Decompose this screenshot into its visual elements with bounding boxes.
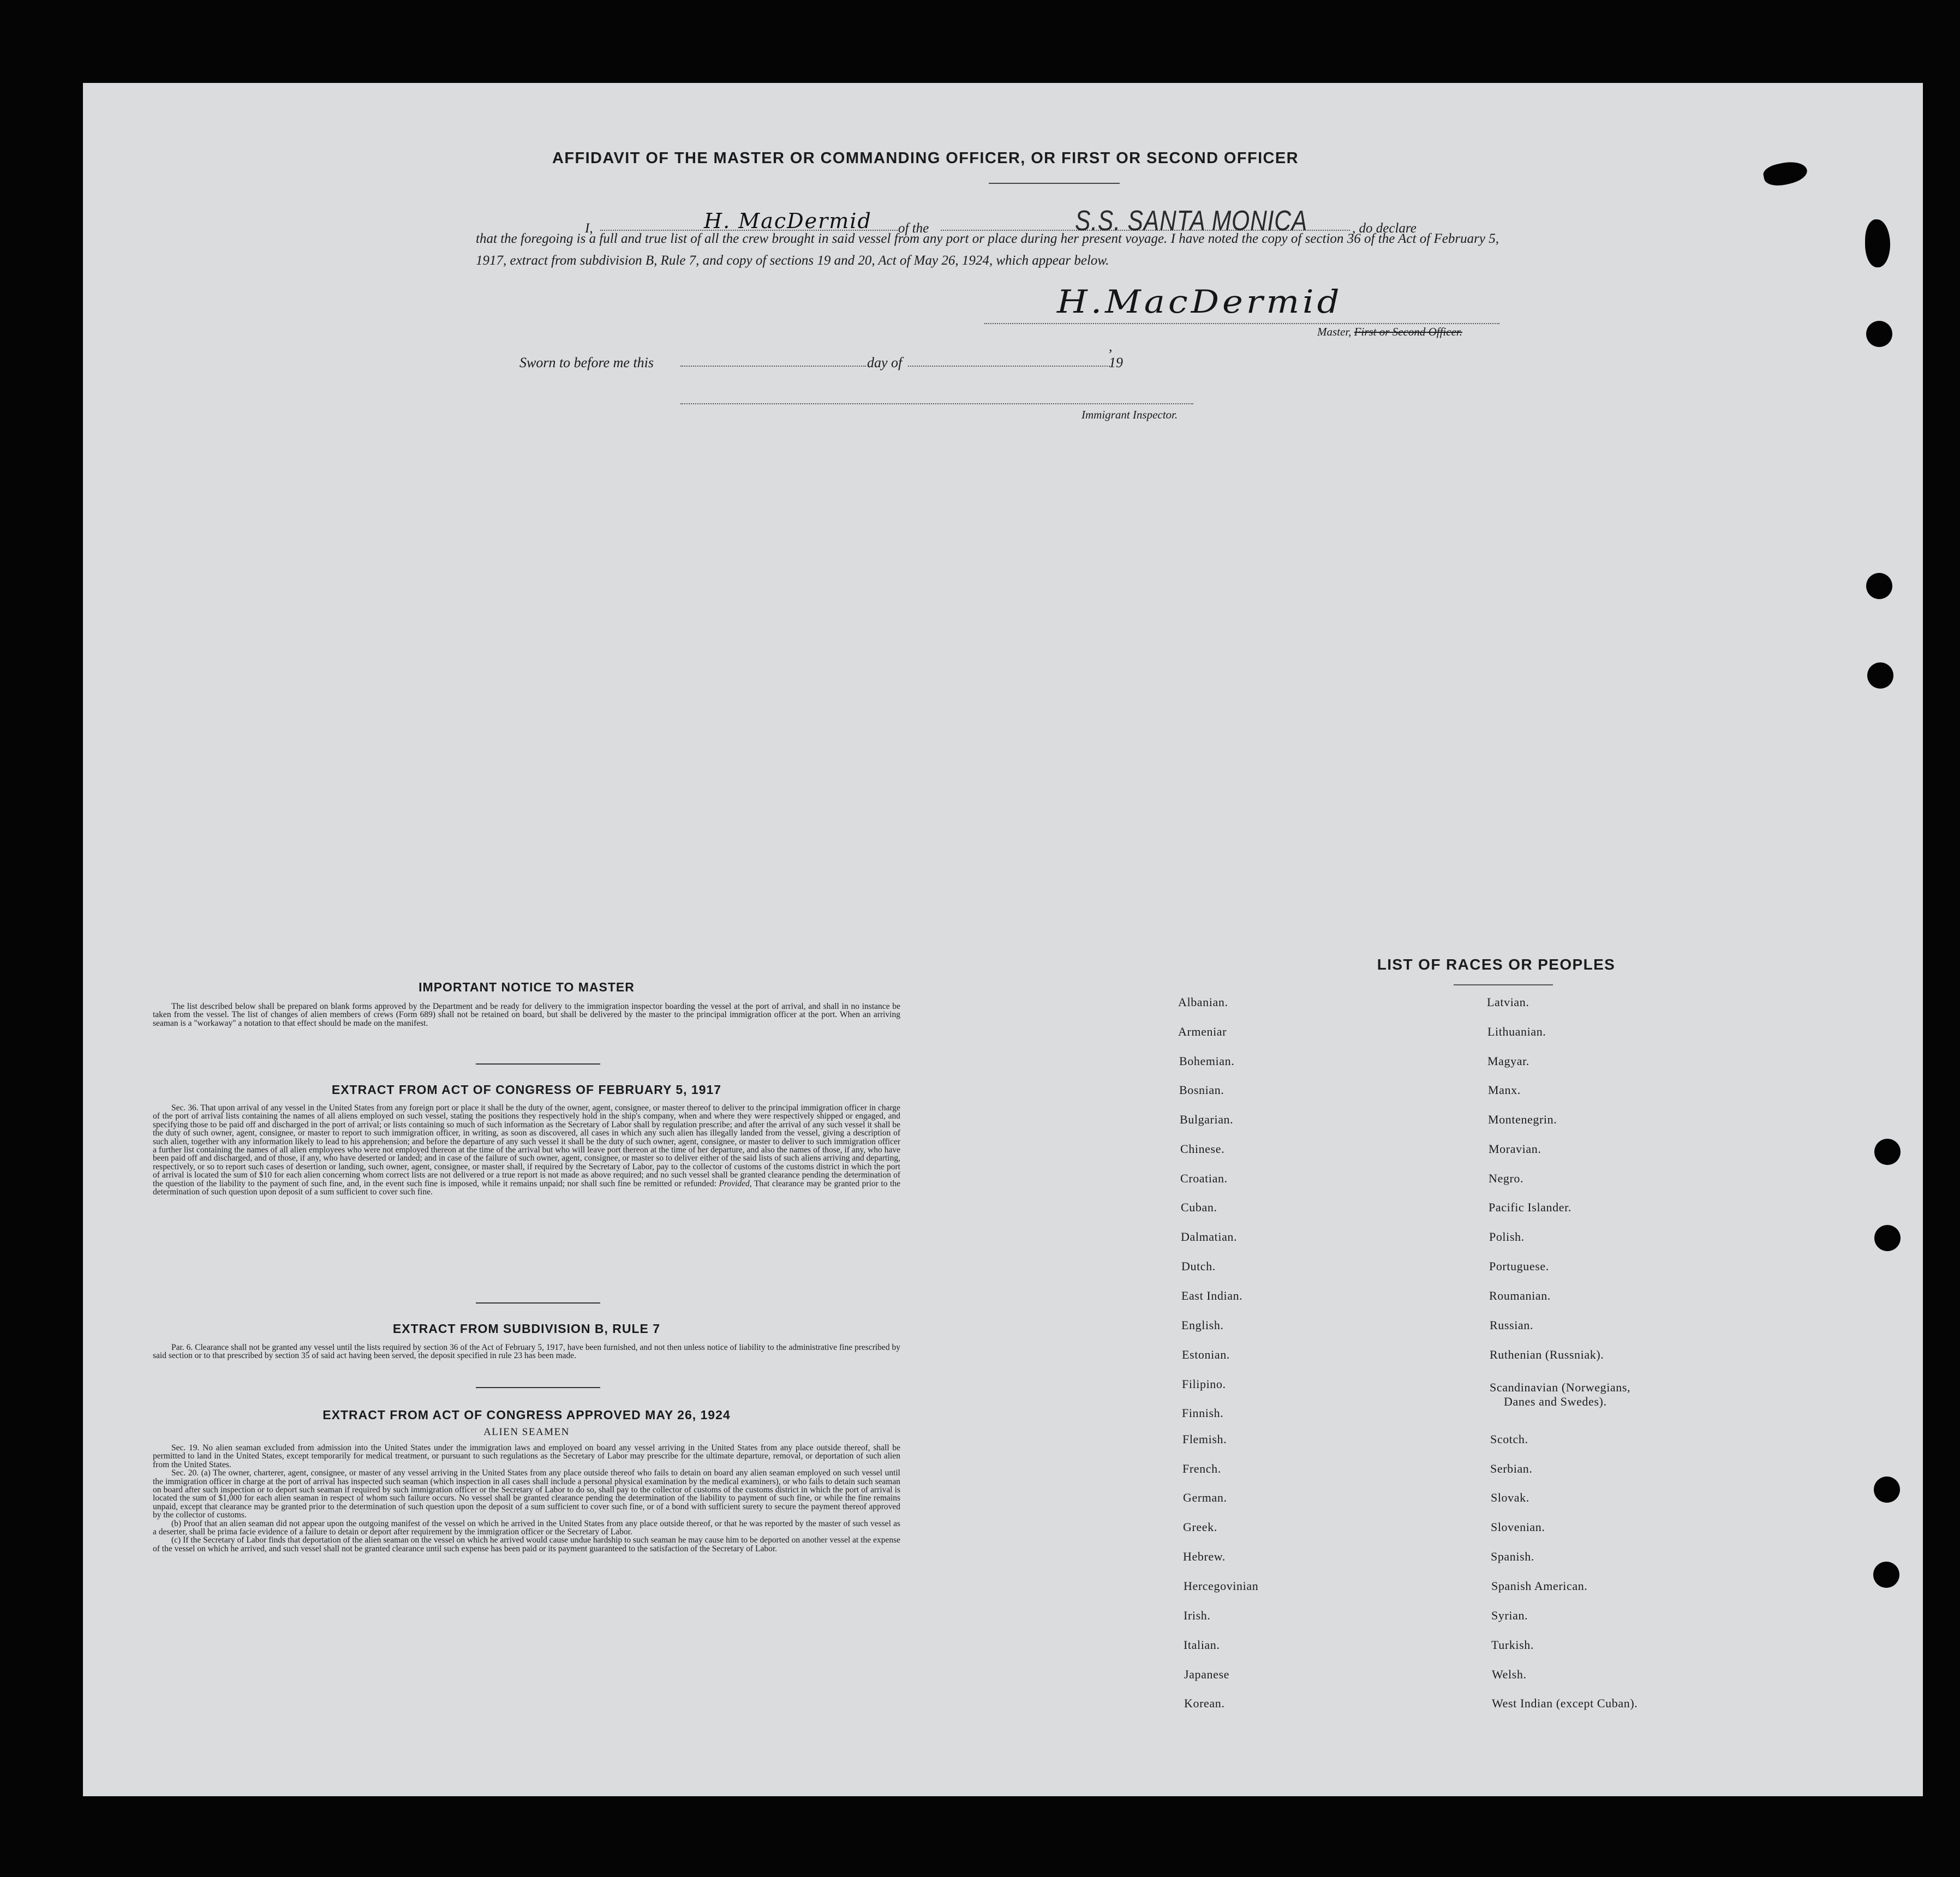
race-item: Bosnian. <box>1179 1083 1224 1097</box>
race-item: Dutch. <box>1181 1259 1216 1273</box>
race-item: Pacific Islander. <box>1489 1200 1571 1214</box>
race-item: Estonian. <box>1182 1348 1230 1361</box>
handwritten-name: H. MacDermid <box>704 209 872 233</box>
race-item: Hebrew. <box>1183 1550 1226 1563</box>
race-item: Turkish. <box>1491 1638 1534 1652</box>
inspector-caption: Immigrant Inspector. <box>1081 408 1178 421</box>
ink-blot <box>1865 219 1890 267</box>
alien-seamen-subtitle: ALIEN SEAMEN <box>483 1426 570 1438</box>
race-item: Slovak. <box>1491 1491 1529 1504</box>
race-item: Hercegovinian <box>1184 1579 1259 1593</box>
race-item: Bohemian. <box>1179 1054 1235 1068</box>
provided-word: Provided, <box>719 1179 752 1188</box>
sec-20b-paragraph: (b) Proof that an alien seaman did not appear upon the outgoing manifest of the vessel on which he arrived in the United States from any place outside thereof, or that he was reported by the master of such vessel as a deserter, shall be prima facie evidence of a failure to detain or deport after requirement by the immigration officer or the Secretary of Labor. <box>153 1519 900 1537</box>
races-rule <box>1454 984 1553 985</box>
race-item: Welsh. <box>1492 1667 1527 1681</box>
ink-blot <box>1762 158 1809 189</box>
race-item: Scandinavian (Norwegians, <box>1490 1380 1631 1394</box>
struck-officer-text: First or Second Officer. <box>1354 325 1462 338</box>
race-item: Flemish. <box>1182 1432 1227 1446</box>
race-item: Irish. <box>1184 1609 1211 1622</box>
sec-20a-paragraph: Sec. 20. (a) The owner, charterer, agent, consignee, or master of any vessel arriving in the United States from any place outside thereof who fails to detain on board any alien seaman employed on such vessel until the immigration officer in charge at the port of arrival has inspected such seaman (which inspection in all cases shall include a personal physical examination by the medical examiners), or who fails to detain such seaman on board after such inspection or to deport such seaman if required by such immigration officer or the Secretary of Labor to do so, shall pay to the collector of customs of the customs district in which the port of arrival is located the sum of $1,000 for each alien seaman in respect of whom such failure occurs. No vessel shall be granted clearance pending the determination of the liability to payment of such fine, or while the fine remains unpaid, except that clearance may be granted prior to the determination of such question upon the deposit of a sum sufficient to cover such fine, or of a bond with sufficient surety to secure the payment thereof approved by the collector of customs. <box>153 1468 900 1520</box>
race-item: East Indian. <box>1181 1289 1243 1302</box>
race-item: German. <box>1183 1491 1227 1504</box>
race-item: Ruthenian (Russniak). <box>1490 1348 1604 1361</box>
extract-1917-text <box>153 1104 900 1196</box>
race-item: Manx. <box>1488 1083 1521 1097</box>
race-item: Japanese <box>1184 1667 1229 1681</box>
extract-rule7-title: EXTRACT FROM SUBDIVISION B, RULE 7 <box>392 1322 661 1336</box>
title-rule <box>989 183 1120 184</box>
race-item: Serbian. <box>1490 1462 1533 1475</box>
race-item: Scotch. <box>1490 1432 1528 1446</box>
race-item: Bulgarian. <box>1180 1113 1234 1126</box>
binder-hole <box>1874 1139 1901 1165</box>
sec-36-text-end: That clearance may be granted prior to the determination of such question upon deposit of a sum sufficient to cover such fine. <box>153 1179 900 1197</box>
race-item: Danes and Swedes). <box>1504 1395 1607 1408</box>
sworn-line <box>519 338 1123 371</box>
section-rule <box>476 1063 600 1065</box>
notice-paragraph: The list described below shall be prepared on blank forms approved by the Department and be ready for delivery to the immigration inspector boarding the vessel at the port of arrival, and shall in no instance be taken from the vessel. The list of changes of alien members of crews (Form 689) shall not be retained on board, but shall be delivered by the master to the principal immigration officer at the port. When an arriving seaman is a "workaway" a notation to that effect should be made on the manifest. <box>153 1002 900 1028</box>
race-item: Negro. <box>1489 1171 1524 1185</box>
race-item: Cuban. <box>1181 1200 1217 1214</box>
inspector-signature-line <box>680 403 1193 404</box>
binder-hole <box>1866 573 1892 599</box>
sec-19-paragraph: Sec. 19. No alien seaman excluded from admission into the United States under the immigration laws and employed on board any vessel arriving in the United States from any place outside thereof, shall be permitted to land in the United States, except temporarily for medical treatment, or pursuant to such regulations as the Secretary of Labor may prescribe for the ultimate departure, removal, or deportation of such alien from the United States. <box>153 1443 900 1469</box>
i-label: I, <box>585 221 593 236</box>
race-item: Italian. <box>1184 1638 1220 1652</box>
sworn-label: Sworn to before me this <box>519 355 654 370</box>
race-item: Slovenian. <box>1491 1520 1545 1534</box>
do-declare-label: , do declare <box>1352 221 1417 236</box>
master-signature: H.MacDermid <box>1057 284 1343 321</box>
extract-1924-text <box>153 1444 900 1553</box>
binder-hole <box>1866 321 1892 347</box>
vessel-name-stamp: S.S. SANTA MONICA <box>1075 205 1308 237</box>
race-item: Syrian. <box>1491 1609 1528 1622</box>
race-item: Korean. <box>1184 1696 1225 1710</box>
race-item: Spanish American. <box>1491 1579 1588 1593</box>
sec-36-paragraph <box>153 1104 900 1196</box>
master-caption <box>1317 325 1462 339</box>
sworn-day-line <box>680 366 866 367</box>
race-item: West Indian (except Cuban). <box>1492 1696 1638 1710</box>
race-item: Spanish. <box>1491 1550 1534 1563</box>
signature-line <box>984 323 1499 324</box>
of-the-label: of the <box>898 221 929 236</box>
race-item: Albanian. <box>1178 995 1228 1009</box>
sworn-month-line <box>908 366 1110 367</box>
race-item: Roumanian. <box>1489 1289 1551 1302</box>
race-item: Armeniar <box>1178 1025 1227 1038</box>
races-title: LIST OF RACES OR PEOPLES <box>1377 956 1616 973</box>
section-rule <box>476 1387 600 1388</box>
race-item: Moravian. <box>1489 1142 1541 1156</box>
race-item: Polish. <box>1489 1230 1525 1244</box>
race-item: Portuguese. <box>1489 1259 1549 1273</box>
notice-title: IMPORTANT NOTICE TO MASTER <box>419 980 635 994</box>
race-item: Lithuanian. <box>1487 1025 1546 1038</box>
race-item: Filipino. <box>1182 1377 1226 1391</box>
race-item: Latvian. <box>1487 995 1529 1009</box>
binder-hole <box>1874 1477 1900 1503</box>
year-label: , 19 <box>1109 338 1123 370</box>
race-item: Russian. <box>1490 1318 1533 1332</box>
extract-1924-title: EXTRACT FROM ACT OF CONGRESS APPROVED MAY 26, 1924 <box>322 1408 731 1422</box>
par-6-paragraph: Par. 6. Clearance shall not be granted any vessel until the lists required by section 36 of the Act of February 5, 1917, have been furnished, and not then unless notice of liability to the administrative fine prescribed by said section or to that prescribed by section 35 of said act having been served, the deposit specified in rule 23 has been made. <box>153 1343 900 1361</box>
race-item: English. <box>1181 1318 1224 1332</box>
sec-20c-paragraph: (c) If the Secretary of Labor finds that deportation of the alien seaman on the vessel on which he arrived would cause undue hardship to such seaman he may cause him to be deported on another vessel at the expense of the vessel on which he arrived, and such vessel shall not be granted clearance until such expense has been paid or its payment guaranteed to the satisfaction of the Secretary of Labor. <box>153 1535 900 1553</box>
binder-hole <box>1873 1562 1899 1588</box>
race-item: Finnish. <box>1182 1406 1224 1420</box>
binder-hole <box>1874 1225 1901 1251</box>
declaration-text: that the foregoing is a full and true list of all the crew brought in said vessel from any port or place during her present voyage. I have noted the copy of section 36 of the Act of February 5, 1917, extract from subdivision B, Rule 7, and copy of sections 19 and 20, Act of May 26, 1924, which appear below. <box>476 231 1499 268</box>
day-of-label: day of <box>867 355 903 370</box>
binder-hole <box>1867 662 1893 689</box>
notice-text <box>153 1002 900 1027</box>
extract-1917-title: EXTRACT FROM ACT OF CONGRESS OF FEBRUARY 5, 1917 <box>331 1083 722 1097</box>
race-item: Montenegrin. <box>1488 1113 1557 1126</box>
race-item: French. <box>1182 1462 1221 1475</box>
extract-rule7-text <box>153 1343 900 1360</box>
race-item: Dalmatian. <box>1181 1230 1238 1244</box>
master-caption-prefix: Master, <box>1317 325 1352 338</box>
manifest-page <box>83 83 1923 1796</box>
section-rule <box>476 1302 600 1304</box>
affidavit-title: AFFIDAVIT OF THE MASTER OR COMMANDING OFFICER, OR FIRST OR SECOND OFFICER <box>552 150 1299 167</box>
race-item: Magyar. <box>1487 1054 1529 1068</box>
sec-36-text: Sec. 36. That upon arrival of any vessel in the United States from any foreign port or place it shall be the duty of the owner, agent, consignee, or master thereof to deliver to the principal immigration officer in charge of the port of arrival lists containing the names of all aliens employed on such vessel, stating the positions they respectively hold in the ship's company, when and where they were respectively shipped or engaged, and specifying those to be paid off and discharged in the port of arrival; or lists containing so much of such information as the Secretary of Labor shall by regulation prescribe; and after the arrival of any such vessel it shall be the duty of such owner, agent, consignee, or master to report to such immigration officer, in writing, as soon as discovered, all cases in which any such alien has illegally landed from the vessel, giving a description of such alien, together with any information likely to lead to his apprehension; and before the departure of any such vessel it shall be the duty of such owner, agent, consignee, or master to deliver to such immigration officer a further list containing the names of all alien employees who were not employed thereon at the time of the arrival but who will leave port thereon at the time of her departure, and also the names of those, if any, who have been paid off and discharged, and of those, if any, who have deserted or landed; and in case of the failure of such owner, agent, consignee, or master so to deliver either of the said lists of such aliens arriving and departing, respectively, or so to report such cases of desertion or landing, such owner, agent, consignee, or master shall, if required by the Secretary of Labor, pay to the collector of customs of the customs district in which the port of arrival is located the sum of $10 for each alien concerning whom correct lists are not delivered or a true report is not made as above required; and no such vessel shall be granted clearance pending the determination of the question of the liability to the payment of such fine, and, in the event such fine is imposed, while it remains unpaid; nor shall such fine be remitted or refunded: <box>153 1103 900 1188</box>
race-item: Croatian. <box>1180 1171 1228 1185</box>
race-item: Greek. <box>1183 1520 1217 1534</box>
race-item: Chinese. <box>1180 1142 1225 1156</box>
